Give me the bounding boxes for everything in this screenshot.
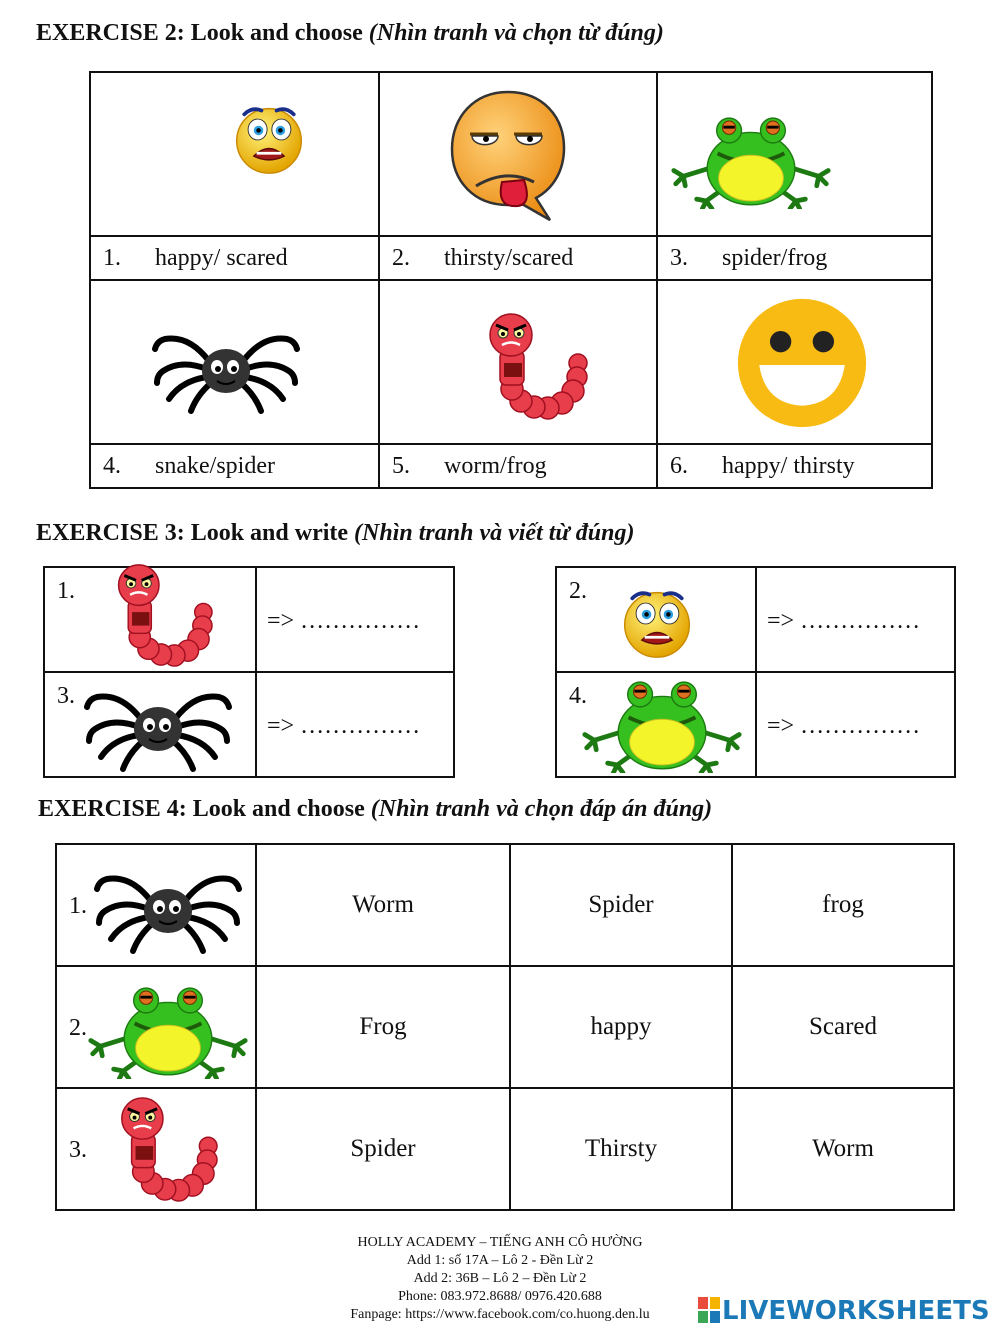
spider-icon (93, 865, 243, 955)
exercise3-answer-cell-2[interactable] (756, 567, 955, 672)
logo-text: LIVEWORKSHEETS (722, 1296, 990, 1326)
item-number: 2. (569, 578, 587, 604)
item-number: 2. (69, 1015, 87, 1041)
footer-address-2: Add 2: 36B – Lô 2 – Đền Lừ 2 (413, 1271, 587, 1286)
exercise4-table (55, 843, 955, 1211)
scared-face-icon (619, 582, 695, 664)
exercise2-picture-cell-1 (90, 72, 379, 236)
exercise4-option[interactable]: Thirsty (510, 1088, 732, 1210)
thirsty-face-icon (448, 85, 568, 227)
exercise3-answer-cell-1[interactable] (256, 567, 454, 672)
exercise4-title: EXERCISE 4: Look and choose (38, 796, 365, 822)
exercise4-option[interactable]: Worm (732, 1088, 954, 1210)
exercise2-heading (36, 20, 664, 47)
exercise3-answer-cell-4[interactable] (756, 672, 955, 777)
exercise2-picture-cell-6 (657, 280, 932, 444)
exercise3-heading (36, 520, 634, 547)
choice-options[interactable]: happy/ thirsty (722, 453, 855, 479)
worm-icon (105, 562, 215, 668)
exercise2-option-cell-5[interactable] (379, 444, 657, 488)
frog-icon (87, 983, 249, 1079)
exercise3-title: EXERCISE 3: Look and write (36, 520, 349, 546)
frog-icon (581, 677, 743, 773)
choice-options[interactable]: happy/ scared (155, 245, 288, 271)
exercise4-picture-cell-1 (56, 844, 256, 966)
liveworksheets-badge-icon (698, 1297, 720, 1323)
exercise4-heading (38, 796, 712, 823)
exercise2-picture-cell-2 (379, 72, 657, 236)
exercise2-option-cell-6[interactable] (657, 444, 932, 488)
footer-address-1: Add 1: số 17A – Lô 2 - Đền Lừ 2 (406, 1253, 594, 1268)
exercise3-table-left (43, 566, 455, 778)
footer-fanpage[interactable]: Fanpage: https://www.facebook.com/co.huong.den.lu (350, 1307, 650, 1322)
item-number: 3. (57, 683, 75, 709)
frog-icon (670, 113, 832, 209)
exercise4-option[interactable]: Worm (256, 844, 510, 966)
answer-blank[interactable]: => …………… (267, 608, 421, 634)
exercise4-option[interactable]: Spider (510, 844, 732, 966)
exercise2-picture-cell-5 (379, 280, 657, 444)
item-number: 3. (69, 1137, 87, 1163)
item-number: 3. (670, 245, 688, 271)
item-number: 2. (392, 245, 410, 271)
exercise2-picture-cell-4 (90, 280, 379, 444)
exercise3-picture-cell-1 (44, 567, 256, 672)
exercise2-title-vi: (Nhìn tranh và chọn từ đúng) (368, 20, 664, 46)
spider-icon (83, 683, 233, 773)
item-number: 1. (103, 245, 121, 271)
exercise2-option-cell-2[interactable] (379, 236, 657, 280)
exercise4-picture-cell-3 (56, 1088, 256, 1210)
item-number: 4. (103, 453, 121, 479)
choice-options[interactable]: spider/frog (722, 245, 828, 271)
choice-options[interactable]: snake/spider (155, 453, 275, 479)
liveworksheets-logo (698, 1296, 994, 1328)
exercise2-option-cell-3[interactable] (657, 236, 932, 280)
answer-blank[interactable]: => …………… (767, 608, 921, 634)
exercise3-title-vi: (Nhìn tranh và viết từ đúng) (354, 520, 635, 546)
scared-face-icon (231, 98, 307, 180)
exercise3-answer-cell-3[interactable] (256, 672, 454, 777)
exercise2-option-cell-4[interactable] (90, 444, 379, 488)
item-number: 4. (569, 683, 587, 709)
exercise4-title-vi: (Nhìn tranh và chọn đáp án đúng) (370, 796, 713, 822)
footer-school: HOLLY ACADEMY – TIẾNG ANH CÔ HƯỜNG (357, 1235, 643, 1250)
exercise2-picture-cell-3 (657, 72, 932, 236)
item-number: 5. (392, 453, 410, 479)
choice-options[interactable]: thirsty/scared (444, 245, 574, 271)
choice-options[interactable]: worm/frog (444, 453, 547, 479)
exercise2-option-cell-1[interactable] (90, 236, 379, 280)
worm-icon (478, 311, 588, 421)
exercise2-table (89, 71, 933, 489)
item-number: 1. (69, 893, 87, 919)
exercise4-option[interactable]: Frog (256, 966, 510, 1088)
exercise4-option[interactable]: Spider (256, 1088, 510, 1210)
answer-blank[interactable]: => …………… (267, 713, 421, 739)
happy-face-icon (734, 295, 870, 431)
exercise4-option[interactable]: Scared (732, 966, 954, 1088)
exercise4-option[interactable]: happy (510, 966, 732, 1088)
item-number: 1. (57, 578, 75, 604)
exercise2-title: EXERCISE 2: Look and choose (36, 20, 363, 46)
worm-icon (109, 1095, 219, 1203)
footer-phone: Phone: 083.972.8688/ 0976.420.688 (398, 1289, 602, 1304)
exercise3-picture-cell-3 (44, 672, 256, 777)
item-number: 6. (670, 453, 688, 479)
spider-icon (151, 325, 301, 415)
exercise3-picture-cell-2 (556, 567, 756, 672)
exercise4-picture-cell-2 (56, 966, 256, 1088)
exercise3-picture-cell-4 (556, 672, 756, 777)
exercise4-option[interactable]: frog (732, 844, 954, 966)
answer-blank[interactable]: => …………… (767, 713, 921, 739)
exercise3-table-right (555, 566, 956, 778)
